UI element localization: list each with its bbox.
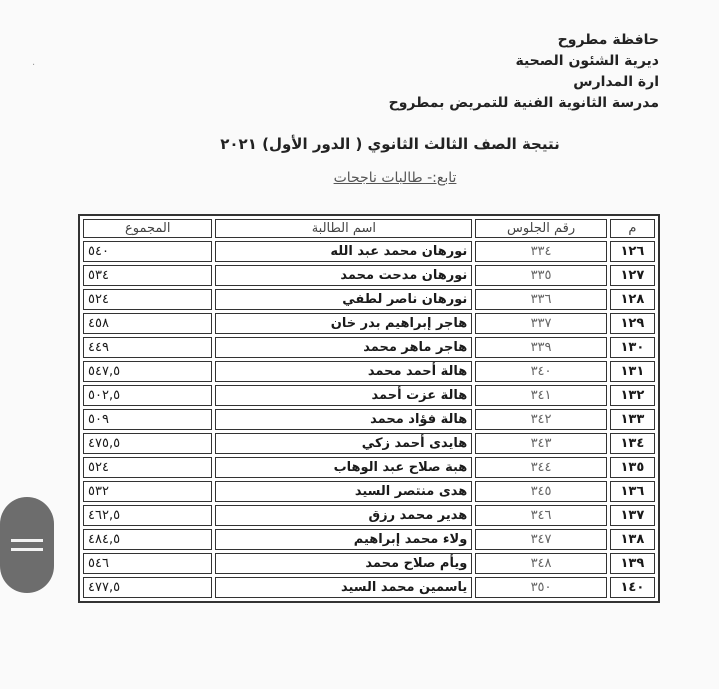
table-row [83,433,655,454]
document-header [239,30,659,114]
cell-total: ٤٦٢,٥ [83,505,212,526]
table-row [83,577,655,598]
cell-index: ١٢٨ [610,289,655,310]
cell-index: ١٢٩ [610,313,655,334]
cell-name: هدير محمد رزق [215,505,472,526]
cell-total: ٤٧٧,٥ [83,577,212,598]
side-drag-handle[interactable] [0,497,54,593]
table-row [83,457,655,478]
cell-total: ٥٢٤ [83,289,212,310]
document-title: نتيجة الصف الثالث الثانوي ( الدور الأول) ٢٠٢١ [220,135,560,153]
cell-seat: ٣٣٧ [475,313,607,334]
table-row [83,505,655,526]
cell-index: ١٣٠ [610,337,655,358]
header-administration: ارة المدارس [573,74,659,90]
table-row [83,361,655,382]
cell-seat: ٣٣٤ [475,241,607,262]
cell-seat: ٣٣٩ [475,337,607,358]
table-row [83,481,655,502]
cell-name: هالة أحمد محمد [215,361,472,382]
cell-total: ٥٤٦ [83,553,212,574]
cell-index: ١٢٦ [610,241,655,262]
cell-index: ١٣١ [610,361,655,382]
header-directorate: ديرية الشئون الصحية [515,53,659,69]
document-subtitle: تابع:- طالبات ناجحات [333,170,457,186]
scan-speck: · [32,60,36,71]
cell-name: هبة صلاح عبد الوهاب [215,457,472,478]
cell-index: ١٣٧ [610,505,655,526]
results-table [78,214,660,603]
cell-seat: ٣٤٦ [475,505,607,526]
table-row [83,337,655,358]
cell-seat: ٣٤١ [475,385,607,406]
cell-name: هاجر إبراهيم بدر خان [215,313,472,334]
cell-name: نورهان ناصر لطفي [215,289,472,310]
cell-total: ٥٤٧,٥ [83,361,212,382]
cell-seat: ٣٤٧ [475,529,607,550]
cell-total: ٤٥٨ [83,313,212,334]
cell-seat: ٣٣٦ [475,289,607,310]
header-school: مدرسة الثانوية الفنية للتمريض بمطروح [388,95,659,111]
table-row [83,289,655,310]
cell-name: نورهان مدحت محمد [215,265,472,286]
column-header-index: م [610,219,655,238]
column-header-seat: رقم الجلوس [475,219,607,238]
cell-total: ٥٢٤ [83,457,212,478]
cell-seat: ٣٥٠ [475,577,607,598]
column-header-name: اسم الطالبة [215,219,472,238]
cell-index: ١٣٤ [610,433,655,454]
cell-total: ٥٣٤ [83,265,212,286]
cell-total: ٤٤٩ [83,337,212,358]
cell-name: هالة عزت أحمد [215,385,472,406]
cell-total: ٥٣٢ [83,481,212,502]
cell-total: ٥٤٠ [83,241,212,262]
cell-index: ١٤٠ [610,577,655,598]
cell-seat: ٣٣٥ [475,265,607,286]
cell-total: ٥٠٢,٥ [83,385,212,406]
cell-total: ٥٠٩ [83,409,212,430]
cell-name: هايدى أحمد زكي [215,433,472,454]
header-governorate: حافظة مطروح [557,32,659,48]
table-row [83,265,655,286]
cell-index: ١٢٧ [610,265,655,286]
cell-seat: ٣٤٢ [475,409,607,430]
cell-name: ويأم صلاح محمد [215,553,472,574]
table-row [83,385,655,406]
cell-total: ٤٨٤,٥ [83,529,212,550]
cell-seat: ٣٤٨ [475,553,607,574]
cell-name: ياسمين محمد السيد [215,577,472,598]
cell-seat: ٣٤٤ [475,457,607,478]
cell-name: نورهان محمد عبد الله [215,241,472,262]
cell-total: ٤٧٥,٥ [83,433,212,454]
cell-index: ١٣٦ [610,481,655,502]
cell-seat: ٣٤٣ [475,433,607,454]
table-row [83,313,655,334]
cell-seat: ٣٤٥ [475,481,607,502]
cell-name: هالة فؤاد محمد [215,409,472,430]
cell-name: ولاء محمد إبراهيم [215,529,472,550]
table-row [83,553,655,574]
cell-index: ١٣٨ [610,529,655,550]
cell-seat: ٣٤٠ [475,361,607,382]
table-row [83,241,655,262]
cell-index: ١٣٥ [610,457,655,478]
column-header-total: المجموع [83,219,212,238]
cell-index: ١٣٣ [610,409,655,430]
cell-index: ١٣٢ [610,385,655,406]
table-row [83,529,655,550]
table-row [83,409,655,430]
table-header-row [83,219,655,238]
cell-name: هدى منتصر السيد [215,481,472,502]
cell-name: هاجر ماهر محمد [215,337,472,358]
cell-index: ١٣٩ [610,553,655,574]
